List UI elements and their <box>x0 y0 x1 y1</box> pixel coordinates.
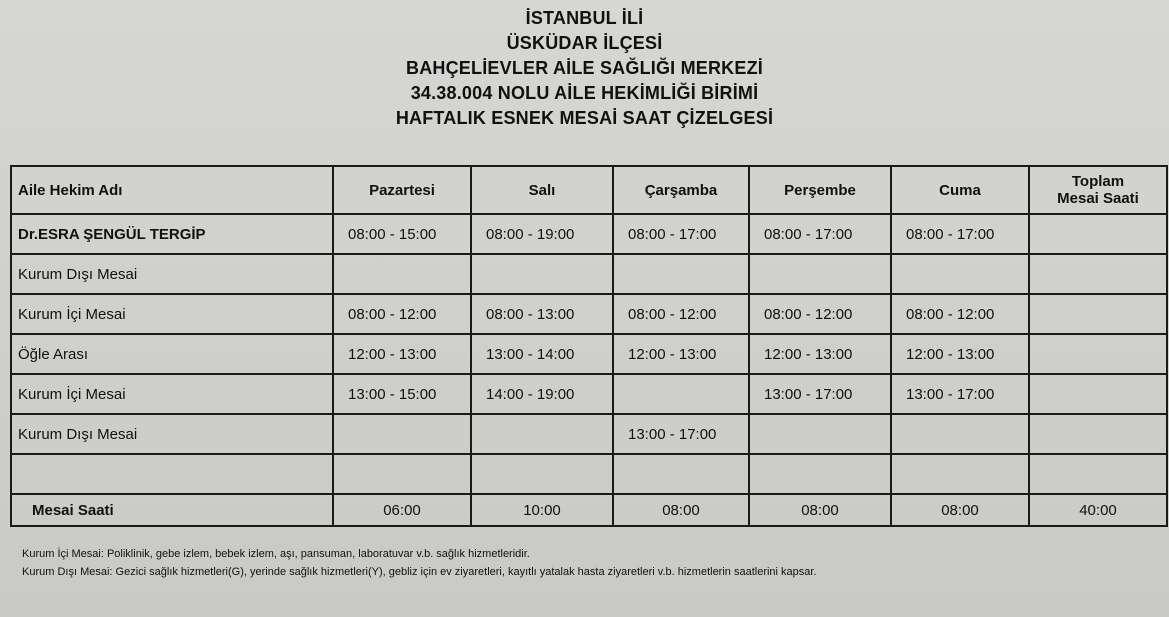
table-row-lunch-break <box>11 334 1167 374</box>
cell-friday: 12:00 - 13:00 <box>891 334 1029 374</box>
cell-wednesday <box>613 254 749 294</box>
cell-wednesday: 08:00 - 12:00 <box>613 294 749 334</box>
cell-wednesday: 08:00 - 17:00 <box>613 214 749 254</box>
footer-cell-total: 40:00 <box>1029 494 1167 526</box>
table-row-external-work-afternoon <box>11 414 1167 454</box>
total-header-line-1: Toplam <box>1071 173 1125 190</box>
cell-thursday <box>749 414 891 454</box>
footer-cell-wednesday: 08:00 <box>613 494 749 526</box>
cell-wednesday: 13:00 - 17:00 <box>613 414 749 454</box>
cell-wednesday <box>613 454 749 494</box>
cell-total <box>1029 374 1167 414</box>
cell-monday: 12:00 - 13:00 <box>333 334 471 374</box>
cell-total <box>1029 214 1167 254</box>
cell-total <box>1029 414 1167 454</box>
cell-thursday: 13:00 - 17:00 <box>749 374 891 414</box>
cell-wednesday: 12:00 - 13:00 <box>613 334 749 374</box>
footer-cell-monday: 06:00 <box>333 494 471 526</box>
column-header-tuesday: Salı <box>471 166 613 214</box>
cell-thursday: 08:00 - 17:00 <box>749 214 891 254</box>
cell-total <box>1029 334 1167 374</box>
column-header-wednesday: Çarşamba <box>613 166 749 214</box>
column-header-monday: Pazartesi <box>333 166 471 214</box>
cell-tuesday: 14:00 - 19:00 <box>471 374 613 414</box>
cell-tuesday: 08:00 - 13:00 <box>471 294 613 334</box>
cell-tuesday: 08:00 - 19:00 <box>471 214 613 254</box>
cell-tuesday: 13:00 - 14:00 <box>471 334 613 374</box>
cell-friday: 08:00 - 12:00 <box>891 294 1029 334</box>
table-row-internal-work-afternoon <box>11 374 1167 414</box>
footer-cell-friday: 08:00 <box>891 494 1029 526</box>
footer-cell-thursday: 08:00 <box>749 494 891 526</box>
cell-thursday: 12:00 - 13:00 <box>749 334 891 374</box>
cell-tuesday <box>471 254 613 294</box>
cell-tuesday <box>471 414 613 454</box>
table-row-internal-work-morning <box>11 294 1167 334</box>
column-header-doctor-name: Aile Hekim Adı <box>11 166 333 214</box>
row-label: Kurum Dışı Mesai <box>11 254 333 294</box>
cell-friday: 08:00 - 17:00 <box>891 214 1029 254</box>
cell-thursday <box>749 254 891 294</box>
cell-friday: 13:00 - 17:00 <box>891 374 1029 414</box>
column-header-friday: Cuma <box>891 166 1029 214</box>
row-label <box>11 454 333 494</box>
header-line-province: İSTANBUL İLİ <box>525 8 644 28</box>
cell-monday <box>333 254 471 294</box>
cell-total <box>1029 294 1167 334</box>
footnote-external-work: Kurum Dışı Mesai: Gezici sağlık hizmetleri(G), yerinde sağlık hizmetleri(Y), gebliz için ev ziyaretleri, kayıtlı yatalak hasta ziyaretleri v.b. hizmetlerin saatlerini kapsar. <box>22 566 817 578</box>
cell-total <box>1029 254 1167 294</box>
cell-thursday: 08:00 - 12:00 <box>749 294 891 334</box>
cell-friday <box>891 454 1029 494</box>
cell-total <box>1029 454 1167 494</box>
cell-friday <box>891 254 1029 294</box>
table-row-total-hours <box>11 494 1167 526</box>
table-row-external-work <box>11 254 1167 294</box>
row-label: Kurum İçi Mesai <box>11 294 333 334</box>
column-header-thursday: Perşembe <box>749 166 891 214</box>
row-label: Kurum Dışı Mesai <box>11 414 333 454</box>
cell-monday: 08:00 - 12:00 <box>333 294 471 334</box>
weekly-schedule-table <box>10 165 1168 527</box>
footer-cell-tuesday: 10:00 <box>471 494 613 526</box>
cell-monday: 08:00 - 15:00 <box>333 214 471 254</box>
header-line-district: ÜSKÜDAR İLÇESİ <box>506 33 663 53</box>
footer-label: Mesai Saati <box>11 494 333 526</box>
row-label: Dr.ESRA ŞENGÜL TERGİP <box>11 214 333 254</box>
cell-tuesday <box>471 454 613 494</box>
header-line-health-center: BAHÇELİEVLER AİLE SAĞLIĞI MERKEZİ <box>406 58 763 78</box>
cell-monday <box>333 454 471 494</box>
row-label: Kurum İçi Mesai <box>11 374 333 414</box>
cell-wednesday <box>613 374 749 414</box>
total-header-line-2: Mesai Saati <box>1057 190 1139 207</box>
cell-monday <box>333 414 471 454</box>
document-header <box>0 6 1169 131</box>
cell-friday <box>891 414 1029 454</box>
header-line-unit: 34.38.004 NOLU AİLE HEKİMLİĞİ BİRİMİ <box>410 83 759 103</box>
table-row-empty <box>11 454 1167 494</box>
footnotes <box>22 545 817 581</box>
header-line-document-title: HAFTALIK ESNEK MESAİ SAAT ÇİZELGESİ <box>395 108 774 128</box>
table-header-row <box>11 166 1167 214</box>
column-header-total-hours <box>1029 166 1167 214</box>
footnote-internal-work: Kurum İçi Mesai: Poliklinik, gebe izlem, bebek izlem, aşı, pansuman, laboratuvar v.b. sağlık hizmetleridir. <box>22 548 530 560</box>
table-row-doctor <box>11 214 1167 254</box>
row-label: Öğle Arası <box>11 334 333 374</box>
cell-thursday <box>749 454 891 494</box>
cell-monday: 13:00 - 15:00 <box>333 374 471 414</box>
